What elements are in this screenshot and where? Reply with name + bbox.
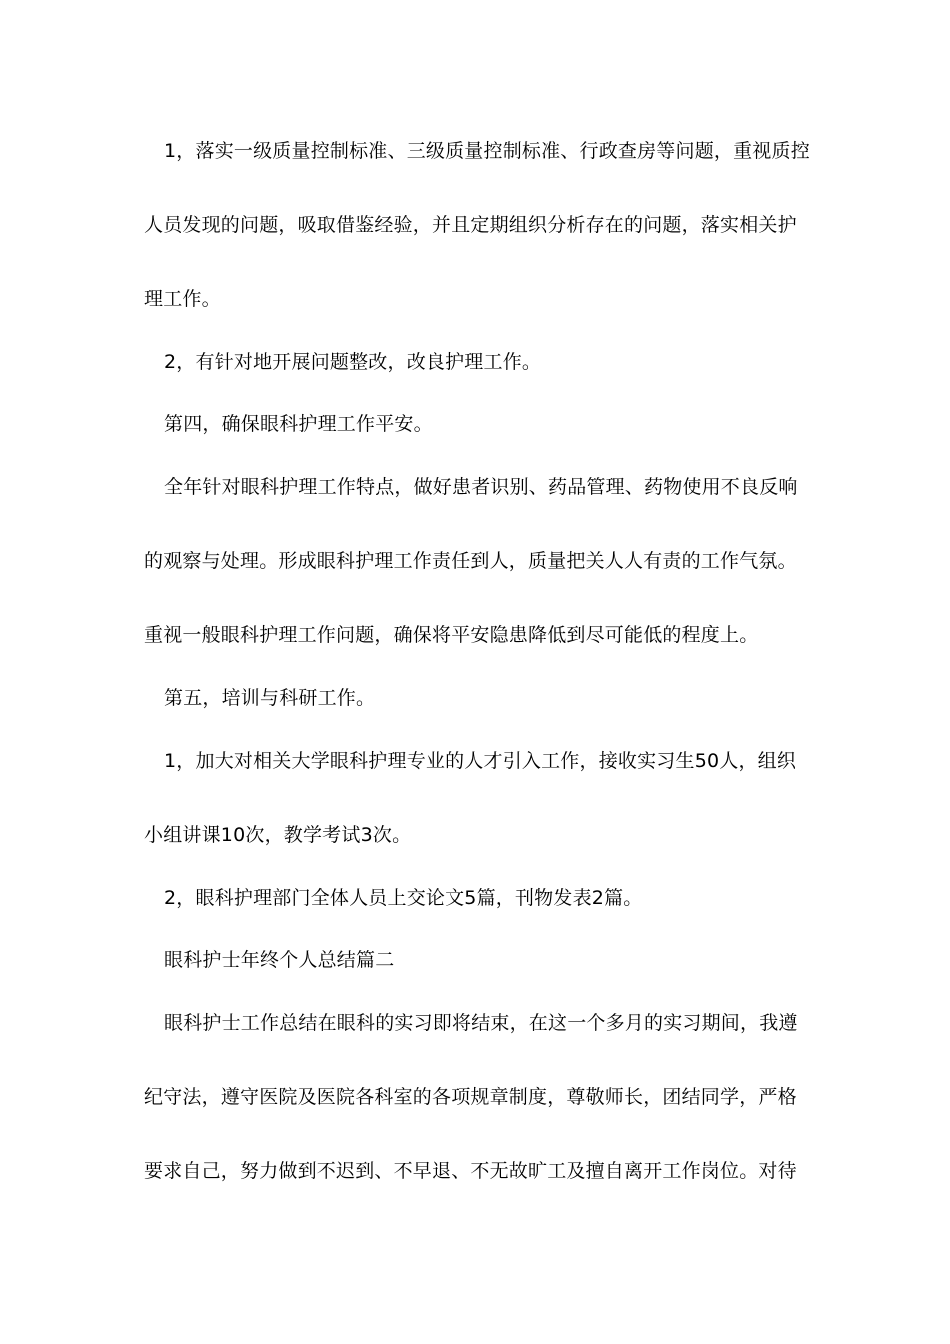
paragraph-line: 1，落实一级质量控制标准、三级质量控制标准、行政查房等问题，重视质控	[164, 140, 810, 162]
paragraph-line: 纪守法，遵守医院及医院各科室的各项规章制度，尊敬师长，团结同学，严格	[144, 1086, 797, 1108]
section-heading: 第四，确保眼科护理工作平安。	[164, 413, 433, 435]
paragraph-line: 2，有针对地开展问题整改，改良护理工作。	[164, 351, 542, 373]
section-heading: 眼科护士年终个人总结篇二	[164, 949, 395, 971]
section-heading: 第五，培训与科研工作。	[164, 687, 376, 709]
paragraph-line: 的观察与处理。形成眼科护理工作责任到人，质量把关人人有责的工作气氛。	[144, 550, 797, 572]
paragraph-line: 重视一般眼科护理工作问题，确保将平安隐患降低到尽可能低的程度上。	[144, 624, 759, 646]
paragraph-line: 小组讲课10次，教学考试3次。	[144, 824, 412, 846]
paragraph-line: 要求自己，努力做到不迟到、不早退、不无故旷工及擅自离开工作岗位。对待	[144, 1160, 797, 1182]
paragraph-line: 全年针对眼科护理工作特点，做好患者识别、药品管理、药物使用不良反响	[164, 476, 798, 498]
paragraph-line: 人员发现的问题，吸取借鉴经验，并且定期组织分析存在的问题，落实相关护	[144, 214, 797, 236]
paragraph-line: 1，加大对相关大学眼科护理专业的人才引入工作，接收实习生50人，组织	[164, 750, 797, 772]
paragraph-line: 理工作。	[144, 288, 221, 310]
paragraph-line: 2，眼科护理部门全体人员上交论文5篇，刊物发表2篇。	[164, 887, 643, 909]
paragraph-line: 眼科护士工作总结在眼科的实习即将结束，在这一个多月的实习期间，我遵	[164, 1012, 798, 1034]
